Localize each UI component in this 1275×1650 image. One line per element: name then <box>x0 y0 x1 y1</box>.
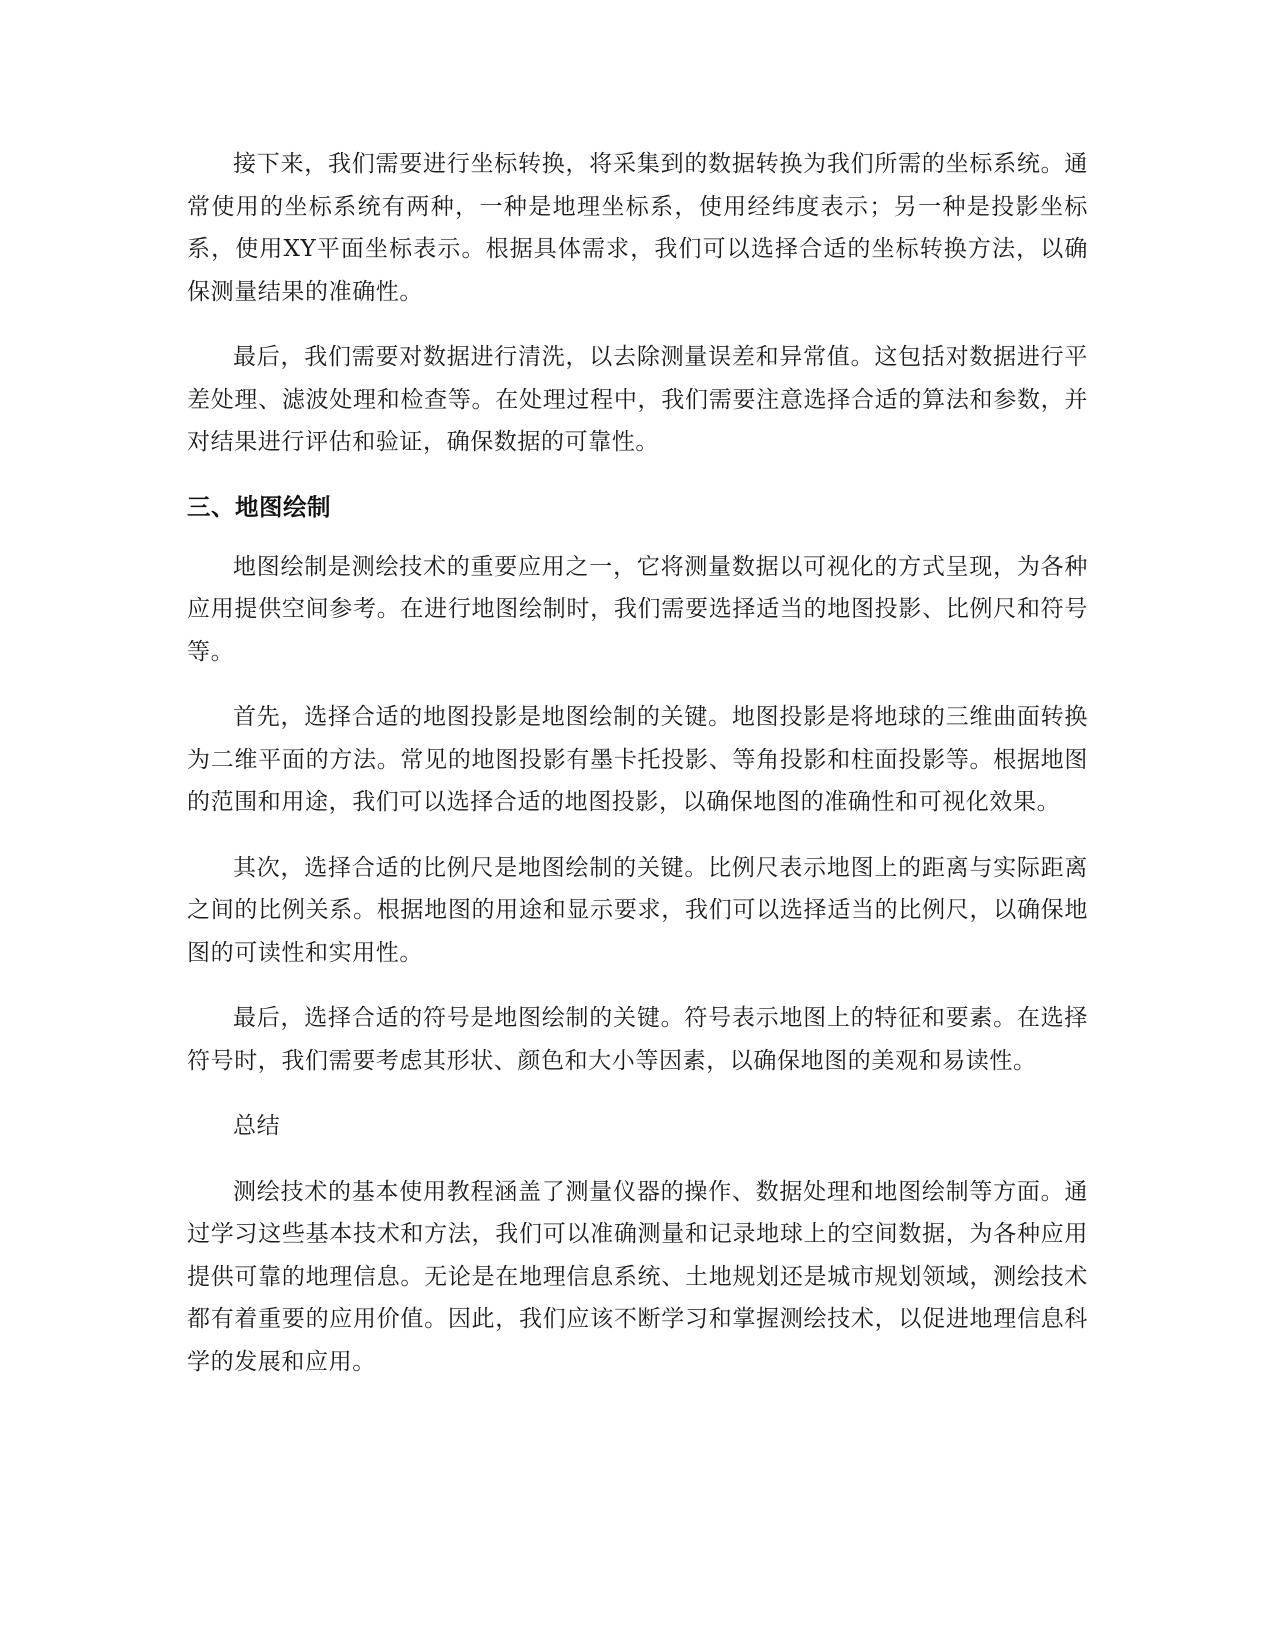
paragraph-map-drawing-intro: 地图绘制是测绘技术的重要应用之一，它将测量数据以可视化的方式呈现，为各种应用提供空间参考。在进行地图绘制时，我们需要选择适当的地图投影、比例尺和符号等。 <box>187 553 1088 665</box>
section-heading-map-drawing: 三、地图绘制 <box>187 492 331 521</box>
paragraph-coordinate-conversion: 接下来，我们需要进行坐标转换，将采集到的数据转换为我们所需的坐标系统。通常使用的坐标系统有两种，一种是地理坐标系，使用经纬度表示；另一种是投影坐标系，使用XY平面坐标表示。根据具体需求，我们可以选择合适的坐标转换方法，以确保测量结果的准确性。 <box>187 151 1088 305</box>
paragraph-summary: 测绘技术的基本使用教程涵盖了测量仪器的操作、数据处理和地图绘制等方面。通过学习这些基本技术和方法，我们可以准确测量和记录地球上的空间数据，为各种应用提供可靠的地理信息。无论是在地理信息系统、土地规划还是城市规划领域，测绘技术都有着重要的应用价值。因此，我们应该不断学习和掌握测绘技术，以促进地理信息科学的发展和应用。 <box>187 1178 1088 1375</box>
document-body <box>187 143 1088 1406</box>
paragraph-data-cleaning: 最后，我们需要对数据进行清洗，以去除测量误差和异常值。这包括对数据进行平差处理、滤波处理和检查等。在处理过程中，我们需要注意选择合适的算法和参数，并对结果进行评估和验证，确保数据的可靠性。 <box>187 344 1088 455</box>
paragraph-map-symbols: 最后，选择合适的符号是地图绘制的关键。符号表示地图上的特征和要素。在选择符号时，我们需要考虑其形状、颜色和大小等因素，以确保地图的美观和易读性。 <box>187 1005 1088 1074</box>
paragraph-map-projection: 首先，选择合适的地图投影是地图绘制的关键。地图投影是将地球的三维曲面转换为二维平面的方法。常见的地图投影有墨卡托投影、等角投影和柱面投影等。根据地图的范围和用途，我们可以选择合适的地图投影，以确保地图的准确性和可视化效果。 <box>187 704 1088 815</box>
paragraph-map-scale: 其次，选择合适的比例尺是地图绘制的关键。比例尺表示地图上的距离与实际距离之间的比例关系。根据地图的用途和显示要求，我们可以选择适当的比例尺，以确保地图的可读性和实用性。 <box>187 854 1088 966</box>
summary-title: 总结 <box>233 1113 281 1139</box>
